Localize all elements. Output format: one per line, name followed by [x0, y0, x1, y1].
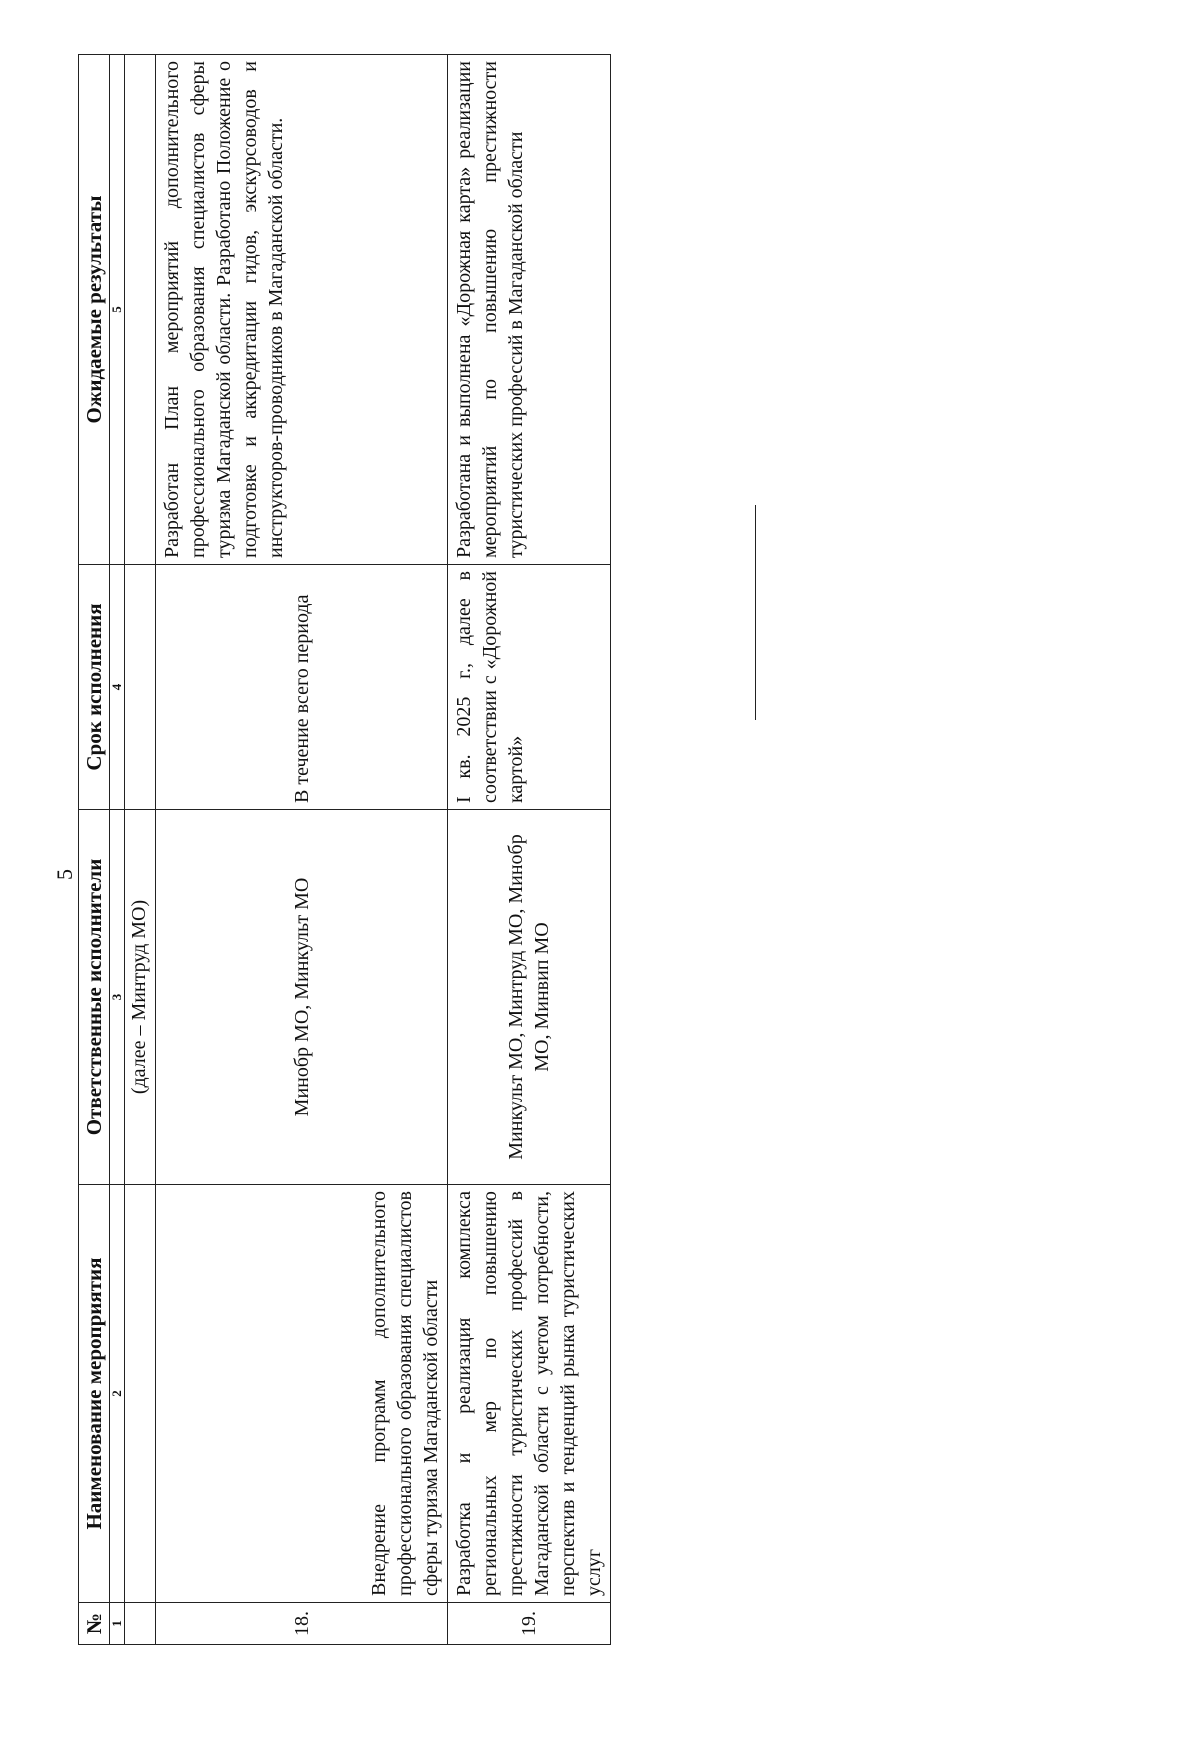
expected-results: Разработана и выполнена «Дорожная карта» реализации мероприятий по повышению престижности туристических профессий в Магаданской области: [448, 55, 611, 565]
continuation-text: (далее – Минтруд МО): [128, 899, 150, 1095]
measures-table: [78, 54, 611, 1645]
header-deadline: Срок исполнения: [79, 565, 110, 810]
empty-cell: [125, 1185, 156, 1603]
page-number: 5: [52, 869, 77, 880]
column-number: 3: [110, 810, 125, 1185]
row-number: 19.: [448, 1603, 611, 1645]
empty-cell: [125, 1603, 156, 1645]
header-name: Наименование мероприятия: [79, 1185, 110, 1603]
column-numbers-row: [110, 55, 125, 1645]
header-row: [79, 55, 110, 1645]
header-results: Ожидаемые результаты: [79, 55, 110, 565]
column-number: 5: [110, 55, 125, 565]
header-responsible: Ответственные исполнители: [79, 810, 110, 1185]
expected-results: Разработан План мероприятий дополнительного профессионального образования специалистов сферы туризма Магаданской области. Разработано Положение о подготовке и аккредитации гидов, экскурсоводов и инструкторов-проводников в Магаданской области.: [156, 55, 448, 565]
column-number: 2: [110, 1185, 125, 1603]
table-row: [448, 55, 611, 1645]
deadline: I кв. 2025 г., далее в соответствии с «Дорожной картой»: [448, 565, 611, 810]
column-number: 4: [110, 565, 125, 810]
responsible-executors: Минкульт МО, Минтруд МО, Минобр МО, Минвип МО: [448, 810, 611, 1185]
header-num: №: [79, 1603, 110, 1645]
column-number: 1: [110, 1603, 125, 1645]
deadline: В течение всего периода: [156, 565, 448, 810]
table-row: [156, 55, 448, 1645]
responsible-executors: Минобр МО, Минкульт МО: [156, 810, 448, 1185]
end-of-document-line: [755, 505, 756, 720]
measure-name: Разработка и реализация комплекса региональных мер по повышению престижности туристических профессий в Магаданской области с учетом потребности, перспектив и тенденций рынка туристических услуг: [448, 1185, 611, 1603]
continuation-row: [125, 55, 156, 1645]
measure-name: Внедрение программ дополнительного профессионального образования специалистов сферы туризма Магаданской области: [156, 1185, 448, 1603]
row-number: 18.: [156, 1603, 448, 1645]
empty-cell: [125, 565, 156, 810]
empty-cell: [125, 55, 156, 565]
continuation-cell: [125, 810, 156, 1185]
